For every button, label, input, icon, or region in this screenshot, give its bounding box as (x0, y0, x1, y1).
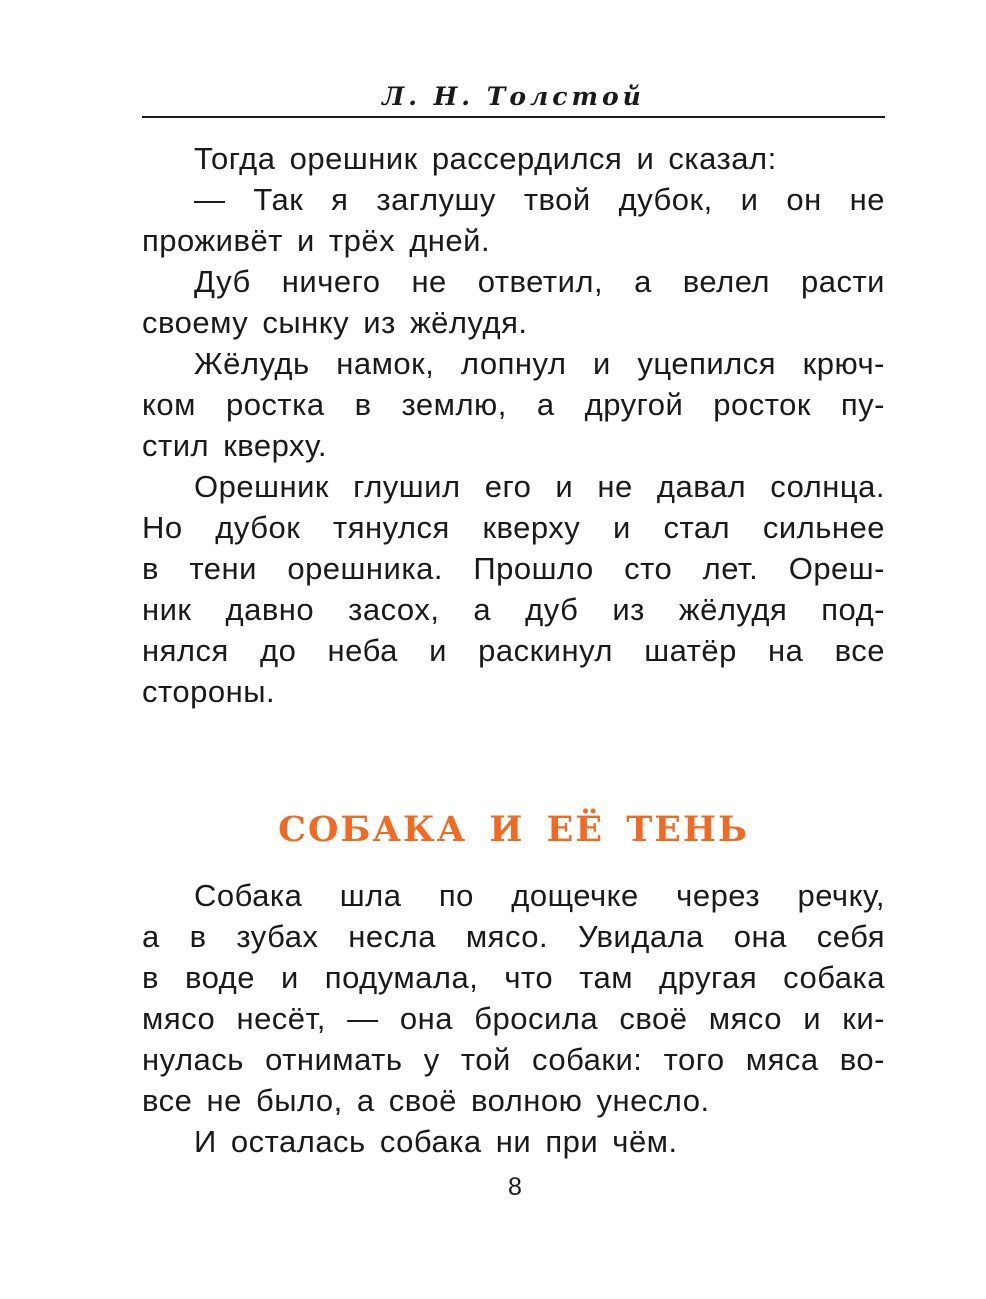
text-line: в тени орешника. Прошло сто лет. Ореш- (142, 551, 885, 586)
text-line: ник давно засох, а дуб из жёлудя под- (142, 592, 885, 627)
text-line: Жёлудь намок, лопнул и уцепился крюч- (194, 346, 885, 381)
text-line: Но дубок тянулся кверху и стал сильнее (142, 510, 885, 545)
text-line: нялся до неба и раскинул шатёр на все (142, 633, 885, 668)
text-line: стороны. (142, 674, 276, 709)
text-line: Тогда орешник рассердился и сказал: (194, 141, 777, 176)
text-line: стил кверху. (142, 428, 328, 463)
story-continuation-text (142, 138, 885, 712)
text-line: мясо несёт, — она бросила своё мясо и ки- (142, 1001, 885, 1036)
text-line: — Так я заглушу твой дубок, и он не (194, 182, 885, 217)
text-line: ком ростка в землю, а другой росток пу- (142, 387, 885, 422)
page-number: 8 (508, 1173, 522, 1201)
text-line: в воде и подумала, что там другая собака (142, 960, 885, 995)
text-line: все не было, а своё волною унесло. (142, 1083, 710, 1118)
text-line: проживёт и трёх дней. (142, 223, 491, 258)
text-line: своему сынку из жёлудя. (142, 305, 528, 340)
running-header (142, 80, 885, 118)
story-title: СОБАКА И ЕЁ ТЕНЬ (278, 809, 749, 850)
running-header-author: Л. Н. Толстой (382, 82, 645, 111)
text-line: Дуб ничего не ответил, а велел расти (194, 264, 885, 299)
text-line: а в зубах несла мясо. Увидала она себя (142, 919, 885, 954)
text-line: И осталась собака ни при чём. (194, 1124, 678, 1159)
text-line: Собака шла по дощечке через речку, (194, 878, 885, 913)
story-text (142, 875, 885, 1162)
text-line: нулась отнимать у той собаки: того мяса во- (142, 1042, 885, 1077)
text-line: Орешник глушил его и не давал солнца. (194, 469, 885, 504)
